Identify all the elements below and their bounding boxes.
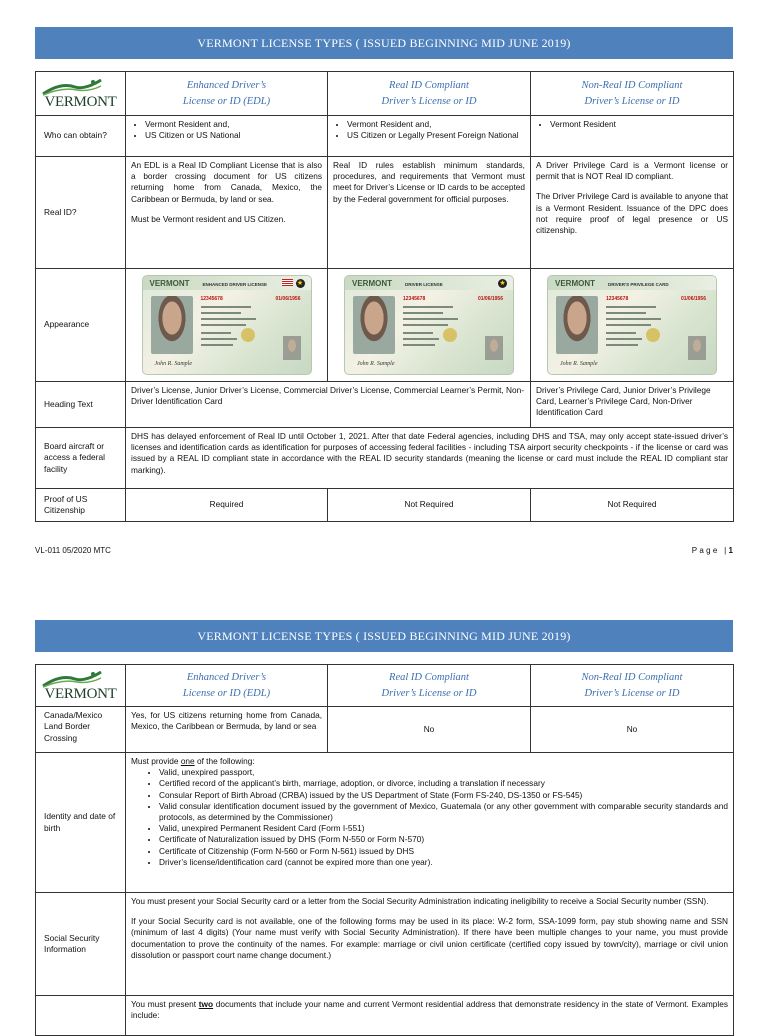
realid-nonreal-cell <box>531 157 734 269</box>
column-header-realid: Real ID Compliant Driver’s License or ID <box>328 665 531 707</box>
who-nonreal-cell <box>531 116 734 157</box>
list-item: • US Citizen or Legally Present Foreign National <box>347 130 525 141</box>
row-label-appearance: Appearance <box>36 269 126 382</box>
real-id-row <box>36 157 734 269</box>
license-card-image-realid: VERMONT DRIVER LICENSE ★ 12345678 01/06/1956 John R. Sample <box>344 275 514 375</box>
banner-title: VERMONT LICENSE TYPES ( ISSUED BEGINNING MID JUNE 2019) <box>197 628 571 643</box>
column-header-nonreal: Non-Real ID Compliant Driver’s License or ID <box>531 665 734 707</box>
social-security-row <box>36 893 734 996</box>
list-item: • Valid, unexpired passport, <box>159 767 728 778</box>
paragraph: You must present your Social Security card or a letter from the Social Security Administration indicating ineligibility to receive a Social Security number (SSN). <box>131 896 709 906</box>
column-header-edl: Enhanced Driver’s License or ID (EDL) <box>126 72 328 116</box>
proof-edl-cell: Required <box>126 489 328 522</box>
license-types-table-page2 <box>35 664 734 1036</box>
license-card-image-nonreal: VERMONT DRIVER'S PRIVILEGE CARD 12345678 01/06/1956 John R. Sample <box>547 275 717 375</box>
list-item: • Valid, unexpired Permanent Resident Card (Form I-551) <box>159 823 728 834</box>
who-can-obtain-row <box>36 116 734 157</box>
identity-intro: Must provide one of the following: <box>131 756 255 766</box>
vermont-logo <box>36 72 126 116</box>
page1-banner <box>35 27 733 59</box>
portrait-photo <box>151 296 193 354</box>
star-icon: ★ <box>499 280 506 287</box>
list-item: • Certificate of Citizenship (Form N-560 or Form N-561) issued by DHS <box>159 846 728 857</box>
row-label-heading: Heading Text <box>36 382 126 428</box>
list-item: • Vermont Resident <box>550 119 728 130</box>
residency-row <box>36 996 734 1036</box>
row-label-who: Who can obtain? <box>36 116 126 157</box>
list-item: • Valid consular identification document issued by the government of Mexico, Guatemala (or any other government with comparable security standards and protocols, as determined by the Commissioner) <box>159 801 728 823</box>
appearance-edl-cell <box>126 269 328 382</box>
realid-realid-cell <box>328 157 531 269</box>
who-edl-cell <box>126 116 328 157</box>
list-item: • US Citizen or US National <box>145 130 322 141</box>
border-nonreal-cell: No <box>531 707 734 753</box>
row-label-border: Canada/Mexico Land Border Crossing <box>36 707 126 753</box>
seal-icon <box>241 328 255 342</box>
list-item: • Consular Report of Birth Abroad (CRBA) issued by the US Department of State (Form FS-240, DS-1350 or FS-545) <box>159 790 728 801</box>
board-aircraft-row <box>36 428 734 489</box>
row-label-proof: Proof of US Citizenship <box>36 489 126 522</box>
heading-edl-realid-cell: Driver’s License, Junior Driver’s License, Commercial Driver’s License, Commercial Learner’s Permit, Non-Driver Identification Card <box>126 382 531 428</box>
row-label-realid: Real ID? <box>36 157 126 269</box>
row-label-residency <box>36 996 126 1036</box>
paragraph: If your Social Security card is not available, one of the following forms may be used in its place: W-2 form, SSA-1099 form, pay stub showing name and SSN (minimum of last 4 digits) (Your name must verify with Social Security Administration). If there have been multiple changes to your name, you must provide documentation to prove the continuity of the names. For example: marriage or civil union certificate (certified copy issued by town/city), marriage or civil union dissolution or passport court name change document.) <box>131 916 728 960</box>
banner-title: VERMONT LICENSE TYPES ( ISSUED BEGINNING MID JUNE 2019) <box>197 35 571 50</box>
proof-realid-cell: Not Required <box>328 489 531 522</box>
appearance-row <box>36 269 734 382</box>
vermont-logo-text: VERMONT <box>44 685 117 702</box>
list-item: • Certified record of the applicant’s birth, marriage, adoption, or divorce, including a translation if necessary <box>159 778 728 789</box>
paragraph: A Driver Privilege Card is a Vermont license or permit that is NOT Real ID compliant. <box>536 160 728 182</box>
row-label-ssn: Social Security Information <box>36 893 126 996</box>
flag-icon <box>282 279 293 286</box>
border-edl-cell: Yes, for US citizens returning home from Canada, Mexico, the Caribbean or Bermuda, by land or sea <box>126 707 328 753</box>
form-id: VL-011 05/2020 MTC <box>35 546 111 555</box>
paragraph: An EDL is a Real ID Compliant License that is also a border crossing document for US citizens returning home from Canada, Mexico, the Caribbean or Bermuda, by land or sea. <box>131 160 322 204</box>
star-icon: ★ <box>296 280 304 287</box>
paragraph: The Driver Privilege Card is available to anyone that is a Vermont Resident. Issuance of the DPC does not require proof of legal presence or US citizenship. <box>536 191 728 235</box>
paragraph: Real ID rules establish minimum standards, procedures, and requirements that Vermont must meet for Driver’s License or ID cards to be accepted by the Federal government for official purposes. <box>333 160 525 204</box>
row-label-identity: Identity and date of birth <box>36 753 126 893</box>
column-header-nonreal: Non-Real ID Compliant Driver’s License or ID <box>531 72 734 116</box>
residency-cell: You must present two documents that include your name and current Vermont residential address that demonstrate residency in the state of Vermont. Examples include: <box>126 996 734 1036</box>
portrait-photo <box>353 296 395 354</box>
license-types-table-page1 <box>35 71 734 522</box>
list-item: • Driver’s license/identification card (cannot be expired more than one year). <box>159 857 728 868</box>
header-row <box>36 72 734 116</box>
header-row <box>36 665 734 707</box>
border-crossing-row <box>36 707 734 753</box>
list-item: • Vermont Resident and, <box>347 119 525 130</box>
row-label-board: Board aircraft or access a federal facility <box>36 428 126 489</box>
ghost-photo <box>485 336 503 360</box>
column-header-realid: Real ID Compliant Driver’s License or ID <box>328 72 531 116</box>
list-item: • Vermont Resident and, <box>145 119 322 130</box>
list-item: • Certificate of Naturalization issued by DHS (Form N-550 or Form N-570) <box>159 834 728 845</box>
license-card-image-edl: VERMONT ENHANCED DRIVER LICENSE ★ 12345678 01/06/1956 John R. Sample <box>142 275 312 375</box>
mountain-logo-icon <box>41 78 103 96</box>
page2-banner <box>35 620 733 652</box>
page-number: Page |1 <box>691 546 733 555</box>
vermont-logo <box>36 665 126 707</box>
mountain-logo-icon <box>41 670 103 688</box>
realid-edl-cell <box>126 157 328 269</box>
paragraph: Must be Vermont resident and US Citizen. <box>131 213 286 224</box>
heading-nonreal-cell: Driver’s Privilege Card, Junior Driver’s Privilege Card, Learner’s Privilege Card, Non-Driver Identification Card <box>531 382 734 428</box>
heading-text-row <box>36 382 734 428</box>
ghost-photo <box>688 336 706 360</box>
border-realid-cell: No <box>328 707 531 753</box>
board-text-cell: DHS has delayed enforcement of Real ID until October 1, 2021. After that date Federal agencies, including DHS and TSA, may only accept state-issued driver’s licenses and identification cards as identification for purposes of accessing federal facilities - including TSA airport security checkpoints - if the license or card was issued by a REAL ID compliant state in accordance with the REAL ID security standards (meaning the license or card must include the REAL ID compliant star marking). <box>126 428 734 489</box>
vermont-logo-text: VERMONT <box>44 93 117 110</box>
appearance-nonreal-cell <box>531 269 734 382</box>
proof-nonreal-cell: Not Required <box>531 489 734 522</box>
ghost-photo <box>283 336 301 360</box>
seal-icon <box>443 328 457 342</box>
who-realid-cell <box>328 116 531 157</box>
column-header-edl: Enhanced Driver’s License or ID (EDL) <box>126 665 328 707</box>
ssn-cell <box>126 893 734 996</box>
identity-row <box>36 753 734 893</box>
proof-citizenship-row <box>36 489 734 522</box>
appearance-realid-cell <box>328 269 531 382</box>
portrait-photo <box>556 296 598 354</box>
seal-icon <box>646 328 660 342</box>
identity-cell <box>126 753 734 893</box>
